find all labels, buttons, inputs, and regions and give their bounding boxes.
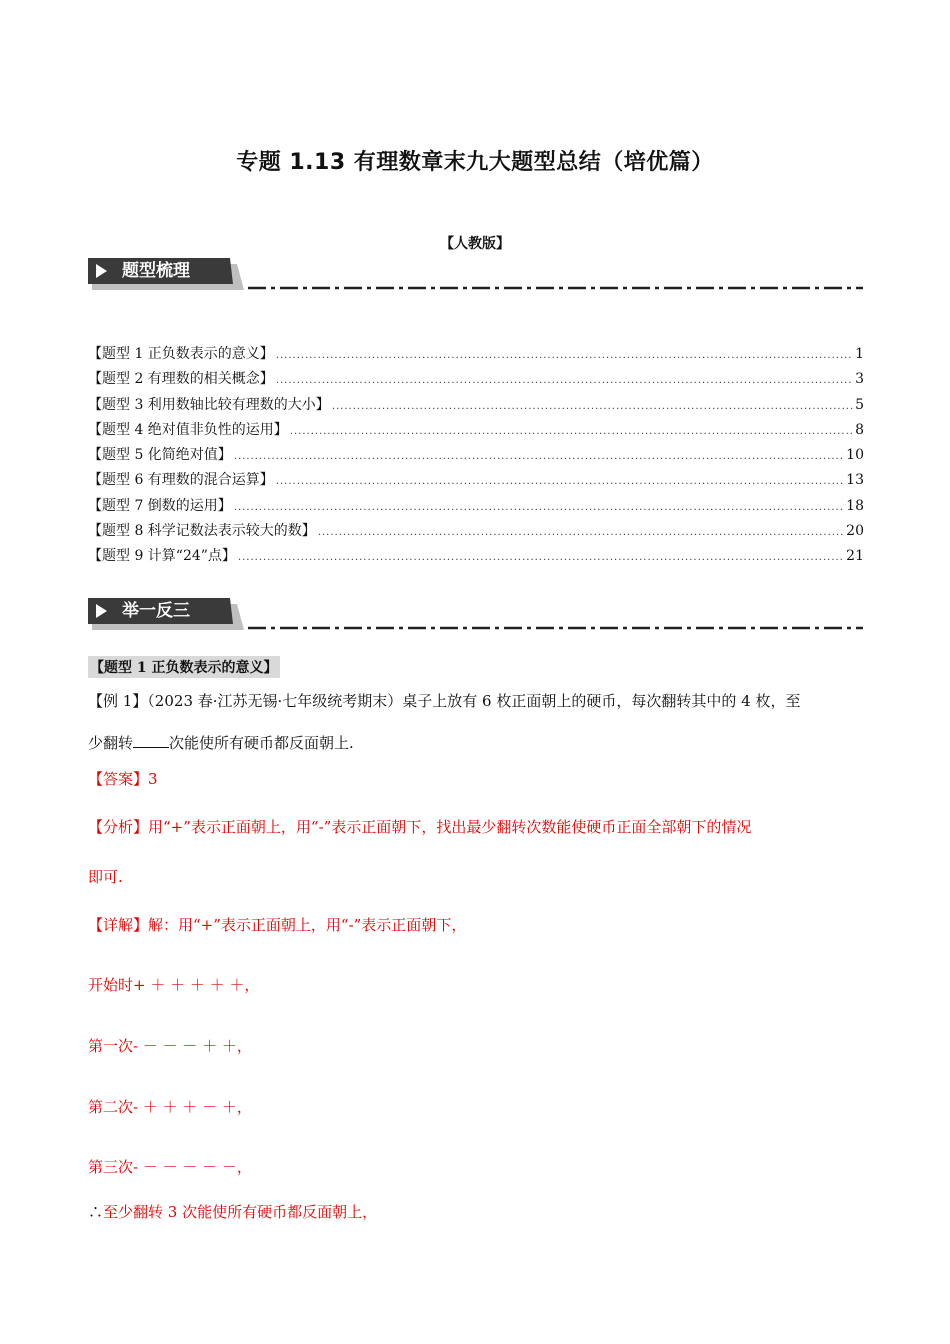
table-of-contents	[88, 342, 864, 570]
step-first: 第一次- － － － ＋ ＋，	[88, 1037, 252, 1055]
step-start: 开始时+ ＋ ＋ ＋ ＋ ＋，	[88, 976, 260, 994]
toc-item[interactable]: 【题型 9 计算“24”点】 ..... 21	[88, 544, 864, 569]
conclusion: ∴至少翻转 3 次能使所有硬币都反面朝上，	[88, 1203, 378, 1221]
toc-item[interactable]: 【题型 8 科学记数法表示较大的数】 ..... 20	[88, 519, 864, 544]
section-divider	[248, 626, 863, 630]
toc-item[interactable]: 【题型 1 正负数表示的意义】 ..... 1	[88, 342, 864, 367]
analysis-line1: 【分析】用“+”表示正面朝上，用“-”表示正面朝下，找出最少翻转次数能使硬币正面全部朝下的情况	[88, 818, 752, 836]
play-arrow-icon	[96, 264, 107, 278]
answer: 【答案】3	[88, 770, 158, 788]
toc-item[interactable]: 【题型 2 有理数的相关概念】 ..... 3	[88, 367, 864, 392]
toc-item[interactable]: 【题型 7 倒数的运用】 ..... 18	[88, 494, 864, 519]
example-1-line1: 【例 1】（2023 春·江苏无锡·七年级统考期末）桌子上放有 6 枚正面朝上的硬币，每次翻转其中的 4 枚，至	[88, 692, 801, 710]
step-second: 第二次- ＋ ＋ ＋ － ＋，	[88, 1098, 252, 1116]
type-1-heading: 【题型 1 正负数表示的意义】	[88, 656, 280, 678]
therefore-symbol: ∴	[88, 1203, 104, 1221]
detail: 【详解】解：用“+”表示正面朝上，用“-”表示正面朝下，	[88, 916, 467, 934]
toc-item[interactable]: 【题型 3 利用数轴比较有理数的大小】 ..... 5	[88, 393, 864, 418]
edition-label: 【人教版】	[440, 236, 510, 252]
section-header-practice	[88, 598, 863, 638]
play-arrow-icon	[96, 604, 107, 618]
toc-item[interactable]: 【题型 6 有理数的混合运算】 ..... 13	[88, 468, 864, 493]
step-third: 第三次- － － － － －，	[88, 1158, 252, 1176]
page-title: 专题 1.13 有理数章末九大题型总结（培优篇）	[236, 150, 714, 175]
answer-blank	[133, 733, 169, 748]
section-title: 题型梳理	[122, 261, 190, 281]
section-header-outline	[88, 258, 863, 298]
toc-item[interactable]: 【题型 4 绝对值非负性的运用】 ..... 8	[88, 418, 864, 443]
example-1-line2: 少翻转 次能使所有硬币都反面朝上.	[88, 734, 354, 752]
toc-item[interactable]: 【题型 5 化简绝对值】 ..... 10	[88, 443, 864, 468]
analysis-line2: 即可.	[88, 868, 123, 886]
section-divider	[248, 286, 863, 290]
section-title: 举一反三	[122, 601, 190, 621]
